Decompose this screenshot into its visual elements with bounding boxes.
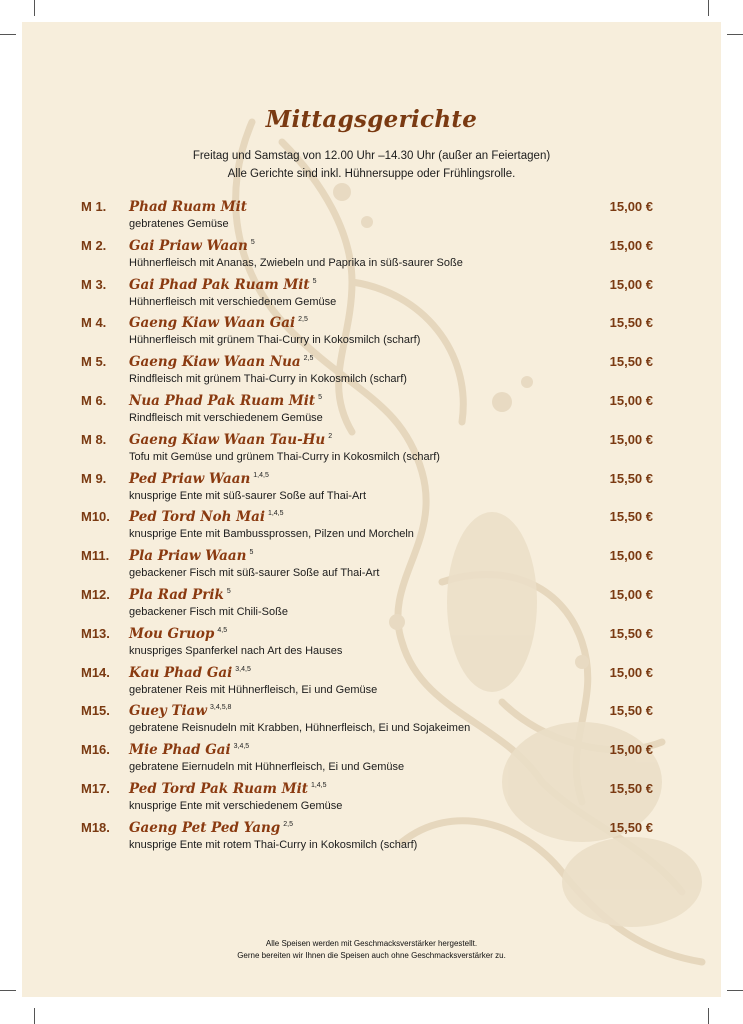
- menu-item: [22, 626, 721, 664]
- menu-item-description: gebratene Reisnudeln mit Krabben, Hühnerfleisch, Ei und Sojakeimen: [129, 722, 471, 735]
- menu-item-title: Mou Gruop: [129, 625, 215, 642]
- subtitle-included: Alle Gerichte sind inkl. Hühnersuppe oder Frühlingsrolle.: [227, 168, 516, 180]
- menu-item-additives: 3,4,5: [233, 743, 250, 751]
- menu-item-number: M 3.: [81, 276, 107, 292]
- footer-note-msg: Alle Speisen werden mit Geschmacksverstärker hergestellt.: [265, 939, 478, 948]
- menu-item: [22, 820, 721, 858]
- menu-item-description: Rindfleisch mit grünem Thai-Curry in Kokosmilch (scharf): [129, 373, 407, 386]
- menu-item-description: knusprige Ente mit Bambussprossen, Pilzen und Morcheln: [129, 528, 414, 541]
- menu-item-name: [129, 742, 249, 758]
- menu-item-title: Mie Phad Gai: [129, 742, 231, 759]
- menu-item-price: 15,50 €: [609, 819, 653, 835]
- menu-item: [22, 587, 721, 625]
- menu-item-additives: 2,5: [283, 820, 293, 828]
- menu-item-number: M10.: [81, 509, 110, 525]
- menu-item: [22, 665, 721, 703]
- menu-item: [22, 238, 721, 276]
- menu-item-additives: 2,5: [298, 316, 308, 324]
- subtitle-hours: Freitag und Samstag von 12.00 Uhr –14.30 Uhr (außer an Feiertagen): [192, 150, 551, 162]
- crop-mark: [727, 34, 743, 35]
- menu-item-number: M 9.: [81, 470, 107, 486]
- menu-item-name: [129, 199, 250, 215]
- crop-mark: [708, 0, 709, 16]
- menu-item-title: Ped Tord Pak Ruam Mit: [129, 781, 308, 797]
- menu-item-description: gebratenes Gemüse: [129, 218, 229, 230]
- menu-item-description: knusprige Ente mit süß-saurer Soße auf Thai-Art: [129, 489, 367, 502]
- menu-item: [22, 354, 721, 392]
- menu-item-title: Gaeng Kiaw Waan Nua: [129, 354, 301, 371]
- menu-item-title: Gai Priaw Waan: [129, 237, 248, 254]
- menu-item-price: 15,00 €: [609, 587, 653, 602]
- menu-item-name: [129, 820, 293, 836]
- menu-item-title: Phad Ruam Mit: [129, 199, 247, 215]
- menu-item-title: Ped Tord Noh Mai: [129, 509, 265, 526]
- menu-item: [22, 471, 721, 509]
- menu-item-price: 15,00 €: [609, 548, 653, 564]
- menu-item-price: 15,00 €: [609, 393, 653, 408]
- menu-item-title: Nua Phad Pak Ruam Mit: [129, 393, 316, 409]
- menu-item-number: M16.: [81, 742, 110, 758]
- menu-item-name: [129, 238, 255, 254]
- menu-item: [22, 277, 721, 315]
- menu-item-description: gebratene Eiernudeln mit Hühnerfleisch, Ei und Gemüse: [129, 761, 405, 774]
- menu-item-number: M18.: [81, 819, 110, 835]
- menu-item-title: Pla Rad Prik: [129, 587, 224, 603]
- menu-item-name: [129, 626, 227, 642]
- menu-item-number: M 4.: [81, 315, 107, 331]
- menu-item-additives: 3,4,5: [235, 665, 251, 673]
- menu-item-description: Tofu mit Gemüse und grünem Thai-Curry in Kokosmilch (scharf): [129, 450, 440, 463]
- crop-mark: [0, 34, 16, 35]
- menu-item-additives: 5: [312, 277, 317, 285]
- menu-item-additives: 1,4,5: [310, 782, 327, 789]
- menu-item-price: 15,00 €: [609, 276, 653, 292]
- menu-item-additives: 1,4,5: [267, 510, 284, 518]
- crop-mark: [34, 0, 35, 16]
- menu-item-additives: 1,4,5: [253, 471, 269, 479]
- menu-item-title: Ped Priaw Waan: [129, 470, 251, 487]
- menu-item-number: M15.: [81, 703, 110, 719]
- menu-item-price: 15,00 €: [609, 664, 653, 680]
- menu-item-title: Gaeng Kiaw Waan Gai: [129, 315, 296, 332]
- menu-item-number: M 8.: [81, 431, 107, 447]
- menu-item: [22, 548, 721, 586]
- menu-item-number: M14.: [81, 664, 110, 680]
- menu-item-additives: 3,4,5,8: [210, 704, 232, 712]
- menu-item-number: M 5.: [81, 354, 107, 370]
- menu-item-name: [129, 703, 231, 719]
- menu-item-additives: 5: [249, 549, 254, 557]
- menu-item-price: 15,00 €: [609, 742, 653, 758]
- crop-mark: [727, 990, 743, 991]
- menu-item-name: [129, 587, 231, 603]
- menu-item-description: gebackener Fisch mit Chili-Soße: [129, 606, 288, 618]
- menu-item-additives: 5: [250, 238, 255, 246]
- menu-item-name: [129, 432, 332, 448]
- menu-item-number: M 1.: [81, 199, 107, 214]
- menu-item-name: [129, 277, 317, 293]
- menu-item: [22, 199, 721, 237]
- menu-item-description: Hühnerfleisch mit verschiedenem Gemüse: [129, 295, 337, 308]
- menu-item-additives: 5: [318, 394, 323, 401]
- page-title: Mittagsgerichte: [265, 106, 478, 133]
- menu-item-additives: 5: [226, 588, 231, 595]
- menu-item-title: Gaeng Kiaw Waan Tau-Hu: [129, 431, 326, 448]
- menu-item-title: Kau Phad Gai: [129, 664, 233, 681]
- menu-item-description: gebratener Reis mit Hühnerfleisch, Ei und Gemüse: [129, 683, 378, 696]
- menu-item-name: [129, 471, 269, 487]
- menu-item-price: 15,50 €: [609, 703, 653, 719]
- menu-item-price: 15,00 €: [609, 199, 653, 214]
- menu-item-number: M11.: [81, 548, 110, 564]
- menu-item-description: knuspriges Spanferkel nach Art des Hauses: [129, 644, 343, 657]
- menu-item-title: Pla Priaw Waan: [129, 548, 247, 565]
- menu-item-price: 15,50 €: [609, 781, 653, 796]
- menu-item: [22, 315, 721, 353]
- menu-page: [22, 22, 721, 997]
- menu-item-price: 15,50 €: [609, 625, 653, 641]
- menu-item-additives: 2: [328, 432, 333, 440]
- menu-item-price: 15,50 €: [609, 354, 653, 370]
- menu-item-name: [129, 665, 251, 681]
- menu-item-price: 15,50 €: [609, 509, 653, 525]
- menu-item-number: M 2.: [81, 237, 107, 253]
- menu-item-name: [129, 315, 308, 331]
- menu-item-description: gebackener Fisch mit süß-saurer Soße auf Thai-Art: [129, 567, 380, 580]
- menu-item-name: [129, 781, 327, 797]
- menu-item-description: knusprige Ente mit rotem Thai-Curry in Kokosmilch (scharf): [129, 838, 418, 851]
- menu-item: [22, 432, 721, 470]
- menu-item-description: knusprige Ente mit verschiedenem Gemüse: [129, 800, 343, 812]
- menu-item-name: [129, 509, 284, 525]
- menu-item-number: M17.: [81, 781, 110, 796]
- crop-mark: [708, 1008, 709, 1024]
- menu-item-price: 15,00 €: [609, 431, 653, 447]
- menu-item-price: 15,50 €: [609, 315, 653, 331]
- menu-item-number: M12.: [81, 587, 110, 602]
- crop-mark: [34, 1008, 35, 1024]
- menu-item-description: Rindfleisch mit verschiedenem Gemüse: [129, 412, 323, 424]
- menu-item-additives: 4,5: [217, 626, 228, 634]
- footer-note-without: Gerne bereiten wir Ihnen die Speisen auch ohne Geschmacksverstärker zu.: [237, 951, 506, 960]
- menu-item-title: Gaeng Pet Ped Yang: [129, 819, 281, 836]
- menu-item: [22, 703, 721, 741]
- menu-item-description: Hühnerfleisch mit Ananas, Zwiebeln und Paprika in süß-saurer Soße: [129, 256, 463, 269]
- menu-item: [22, 509, 721, 547]
- menu-item-price: 15,50 €: [609, 470, 653, 486]
- menu-item-name: [129, 354, 313, 370]
- menu-item-title: Gai Phad Pak Ruam Mit: [129, 276, 310, 293]
- menu-item-number: M 6.: [81, 393, 107, 408]
- menu-item-title: Guey Tiaw: [129, 703, 208, 720]
- menu-item: [22, 781, 721, 819]
- menu-item-price: 15,00 €: [609, 237, 653, 253]
- menu-item-name: [129, 393, 322, 409]
- crop-mark: [0, 990, 16, 991]
- menu-item-name: [129, 548, 253, 564]
- menu-item-additives: 2,5: [303, 355, 314, 363]
- menu-item-number: M13.: [81, 625, 110, 641]
- menu-item: [22, 393, 721, 431]
- menu-item-description: Hühnerfleisch mit grünem Thai-Curry in Kokosmilch (scharf): [129, 334, 421, 347]
- menu-item: [22, 742, 721, 780]
